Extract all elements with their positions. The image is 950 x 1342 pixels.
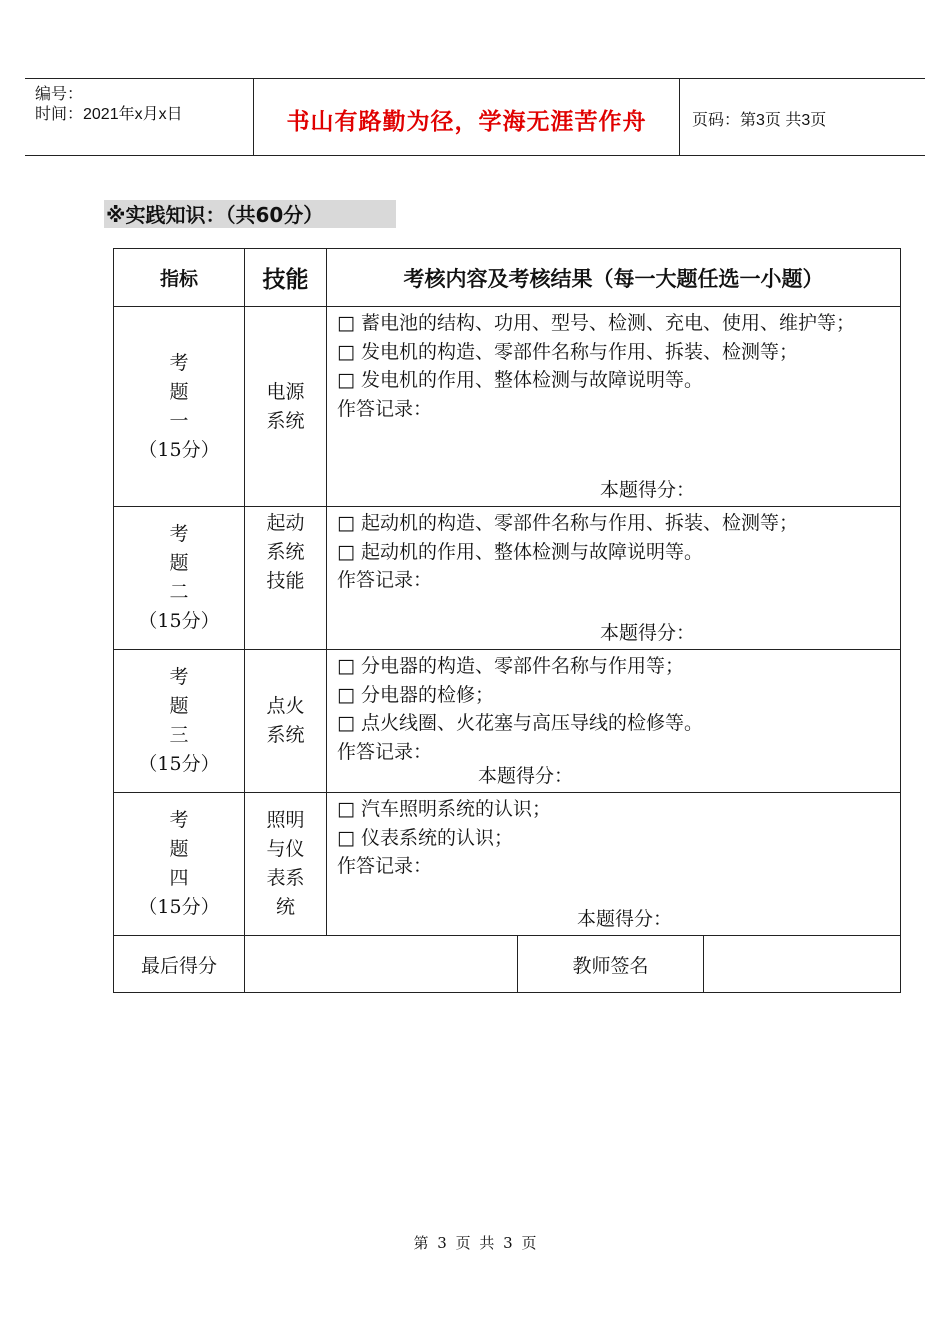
checkbox-item[interactable]: □ 分电器的构造、零部件名称与作用等；	[337, 655, 684, 677]
question-index: 考 题 三 （15分）	[114, 650, 245, 793]
question-index: 考 题 一 （15分）	[114, 307, 245, 507]
answer-record-label: 作答记录：	[337, 569, 433, 591]
checkbox-item[interactable]: □ 仪表系统的认识；	[337, 826, 513, 849]
motto: 书山有路勤为径，学海无涯苦作舟	[286, 109, 647, 135]
question-score-label: 本题得分：	[600, 621, 696, 644]
checkbox-item[interactable]: □ 起动机的构造、零部件名称与作用、拆装、检测等；	[337, 512, 798, 534]
final-score-label: 最后得分	[114, 936, 245, 993]
header-motto-cell	[254, 79, 680, 155]
question-score-label: 本题得分：	[478, 764, 574, 787]
teacher-sign-field[interactable]	[704, 936, 901, 993]
checkbox-item[interactable]: □ 发电机的构造、零部件名称与作用、拆装、检测等；	[337, 340, 798, 363]
table-row	[114, 793, 901, 936]
table-row	[114, 650, 901, 793]
table-row	[114, 307, 901, 507]
page-footer: 第 3 页 共 3 页	[413, 1234, 537, 1252]
answer-record-label: 作答记录：	[337, 855, 433, 877]
skill-name: 照明 与仪 表系 统	[245, 793, 327, 936]
teacher-sign-label: 教师签名	[518, 936, 704, 993]
final-score-field[interactable]	[245, 936, 518, 993]
header-skill: 技能	[245, 249, 327, 307]
checkbox-item[interactable]: □ 起动机的作用、整体检测与故障说明等。	[337, 540, 703, 563]
table-row	[114, 507, 901, 650]
table-header-row	[114, 249, 901, 307]
page-info: 页码：第3页 共3页	[692, 112, 827, 129]
final-score-row	[114, 936, 901, 993]
assessment-content	[327, 307, 901, 507]
number-label: 编号：	[35, 86, 84, 103]
header-content: 考核内容及考核结果（每一大题任选一小题）	[327, 249, 901, 307]
time-label: 时间：2021年x月x日	[35, 106, 183, 123]
document-header	[25, 78, 925, 156]
assessment-content	[327, 650, 901, 793]
checkbox-item[interactable]: □ 发电机的作用、整体检测与故障说明等。	[337, 369, 703, 391]
answer-record-label: 作答记录：	[337, 397, 433, 420]
header-page-cell	[680, 79, 925, 155]
question-score-label: 本题得分：	[600, 478, 696, 501]
checkbox-item[interactable]: □ 分电器的检修；	[337, 683, 494, 706]
checkbox-item[interactable]: □ 汽车照明系统的认识；	[337, 798, 551, 820]
assessment-table	[113, 248, 901, 993]
assessment-content	[327, 793, 901, 936]
checkbox-item[interactable]: □ 点火线圈、火花塞与高压导线的检修等。	[337, 712, 703, 734]
question-index: 考 题 四 （15分）	[114, 793, 245, 936]
assessment-content	[327, 507, 901, 650]
section-title: ※实践知识：（共60分）	[104, 200, 396, 228]
question-index: 考 题 二 （15分）	[114, 507, 245, 650]
skill-name: 起动 系统 技能	[245, 507, 327, 650]
skill-name: 电源 系统	[245, 307, 327, 507]
question-score-label: 本题得分：	[577, 907, 673, 930]
header-indicator: 指标	[114, 249, 245, 307]
header-meta-cell	[25, 79, 254, 155]
checkbox-item[interactable]: □ 蓄电池的结构、功用、型号、检测、充电、使用、维护等；	[337, 312, 855, 334]
answer-record-label: 作答记录：	[337, 740, 433, 763]
skill-name: 点火 系统	[245, 650, 327, 793]
